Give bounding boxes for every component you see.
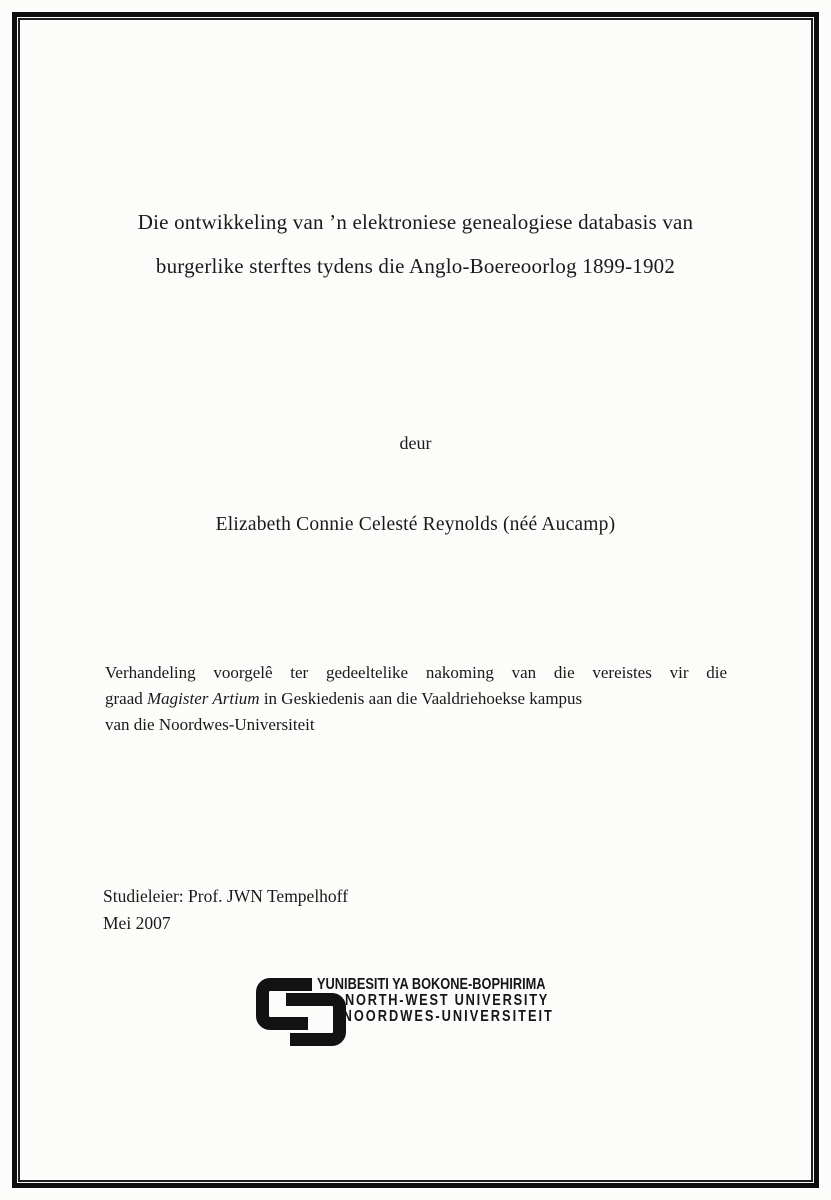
supervisor-line: Studieleier: Prof. JWN Tempelhoff bbox=[103, 886, 349, 906]
supervisor-block bbox=[103, 883, 348, 937]
university-name-setswana: YUNIBESITI YA BOKONE-BOPHIRIMA bbox=[317, 976, 546, 993]
university-logo bbox=[256, 978, 586, 1050]
thesis-title-line2: burgerlike sterftes tydens die Anglo-Boereoorlog 1899-1902 bbox=[155, 254, 676, 278]
statement-line2 bbox=[105, 686, 727, 712]
byline-deur: deur bbox=[399, 433, 432, 453]
thesis-title-line1: Die ontwikkeling van ’n elektroniese genealogiese databasis van bbox=[137, 210, 694, 234]
thesis-title bbox=[60, 200, 771, 288]
statement-line2-suffix: in Geskiedenis aan die Vaaldriehoekse kampus bbox=[259, 689, 583, 708]
university-wordmark bbox=[317, 977, 554, 1025]
degree-name: Magister Artium bbox=[147, 689, 260, 708]
university-name-english: NORTH-WEST UNIVERSITY bbox=[345, 992, 550, 1009]
thesis-statement bbox=[105, 660, 727, 738]
author-name: Elizabeth Connie Celesté Reynolds (néé Aucamp) bbox=[215, 514, 616, 535]
date-line: Mei 2007 bbox=[103, 913, 171, 933]
statement-line1: Verhandeling voorgelê ter gedeeltelike nakoming van die vereistes vir die bbox=[105, 663, 727, 682]
university-name-afrikaans: NOORDWES-UNIVERSITEIT bbox=[342, 1008, 554, 1025]
statement-line2-prefix: graad bbox=[105, 689, 148, 708]
statement-line3: van die Noordwes-Universiteit bbox=[105, 715, 315, 734]
